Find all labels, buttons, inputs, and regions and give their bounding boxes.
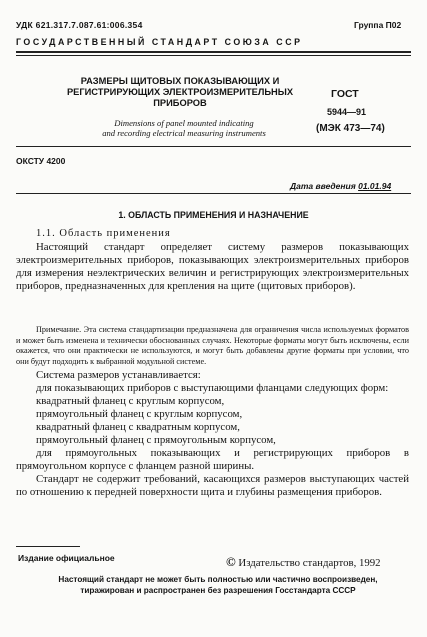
udk-code: УДК 621.317.7.087.61:006.354 xyxy=(16,20,143,30)
reproduction-notice-line-2: тиражирован и распространен без разрешения Госстандарта СССР xyxy=(80,585,356,595)
english-title-line-2: and recording electrical measuring instruments xyxy=(102,128,266,138)
state-standard-heading: ГОСУДАРСТВЕННЫЙ СТАНДАРТ СОЮЗА ССР xyxy=(16,37,303,47)
title-line-3: ПРИБОРОВ xyxy=(153,98,207,108)
title-separator-rule xyxy=(16,146,411,147)
header-rule-bottom xyxy=(16,55,411,56)
document-title xyxy=(50,76,310,109)
group-code: Группа П02 xyxy=(354,20,402,30)
title-line-1: РАЗМЕРЫ ЩИТОВЫХ ПОКАЗЫВАЮЩИХ И xyxy=(80,76,280,86)
reproduction-notice-line-1: Настоящий стандарт не может быть полностью или частично воспроизведен, xyxy=(58,575,378,584)
dimension-system-list xyxy=(16,369,409,499)
list-item: квадратный фланец с круглым корпусом, xyxy=(36,395,225,407)
copyright xyxy=(226,554,381,570)
oksty-code: ОКСТУ 4200 xyxy=(16,156,66,166)
list-recording: для прямоугольных показывающих и регистрирующих приборов в прямоугольном корпусе с фланцем разной ширины. xyxy=(16,447,409,472)
list-item: прямоугольный фланец с прямоугольным корпусом, xyxy=(36,434,276,446)
section-title: 1. ОБЛАСТЬ ПРИМЕНЕНИЯ И НАЗНАЧЕНИЕ xyxy=(118,210,309,220)
header-rule-top xyxy=(16,51,411,53)
footer-rule xyxy=(16,546,80,547)
list-item: прямоугольный фланец с круглым корпусом, xyxy=(36,408,243,420)
paragraph-scope: Настоящий стандарт определяет систему размеров показывающих электроизмерительных приборов, показывающих электроизмерительных приборов для измерения неэлектрических величин и регистрирующих электроизмерительных приборов, предназначенных для крепления на щите (щитовых приборов). xyxy=(16,241,409,292)
date-value: 01.01.94 xyxy=(358,181,392,191)
date-rule xyxy=(16,193,411,194)
list-intro: Система размеров устанавливается: xyxy=(36,369,201,381)
gost-label: ГОСТ xyxy=(331,88,359,100)
introduction-date xyxy=(290,181,391,191)
list-indicating: для показывающих приборов с выступающими фланцами следующих форм: xyxy=(36,382,389,394)
list-item: квадратный фланец с квадратным корпусом, xyxy=(36,421,240,433)
gost-number: 5944—91 xyxy=(327,107,367,117)
subsection-title: 1.1. Область применения xyxy=(36,228,171,239)
date-label: Дата введения xyxy=(290,181,356,191)
paragraph-exclusions: Стандарт не содержит требований, касающихся размеров выступающих частей по отношению к передней поверхности щита и глубины размещения приборов. xyxy=(16,473,409,498)
official-edition: Издание официальное xyxy=(18,553,115,563)
reproduction-notice xyxy=(22,575,414,596)
copyright-icon: © xyxy=(226,554,236,569)
title-line-2: РЕГИСТРИРУЮЩИХ ЭЛЕКТРОИЗМЕРИТЕЛЬНЫХ xyxy=(66,87,294,97)
english-title xyxy=(56,118,312,138)
english-title-line-1: Dimensions of panel mounted indicating xyxy=(114,118,254,128)
iec-reference: (МЭК 473—74) xyxy=(316,123,385,134)
copyright-text: Издательство стандартов, 1992 xyxy=(238,557,381,569)
note-paragraph: Примечание. Эта система стандартизации предназначена для ограничения числа используемых форматов и может быть изменена и технически обоснованных случаях. Некоторые форматы могут быть исключены, если окажется, что они практически не используются, и могут быть добавлены другие форматы при условии, что они будут подходить к выбранной модульной системе. xyxy=(16,325,409,366)
